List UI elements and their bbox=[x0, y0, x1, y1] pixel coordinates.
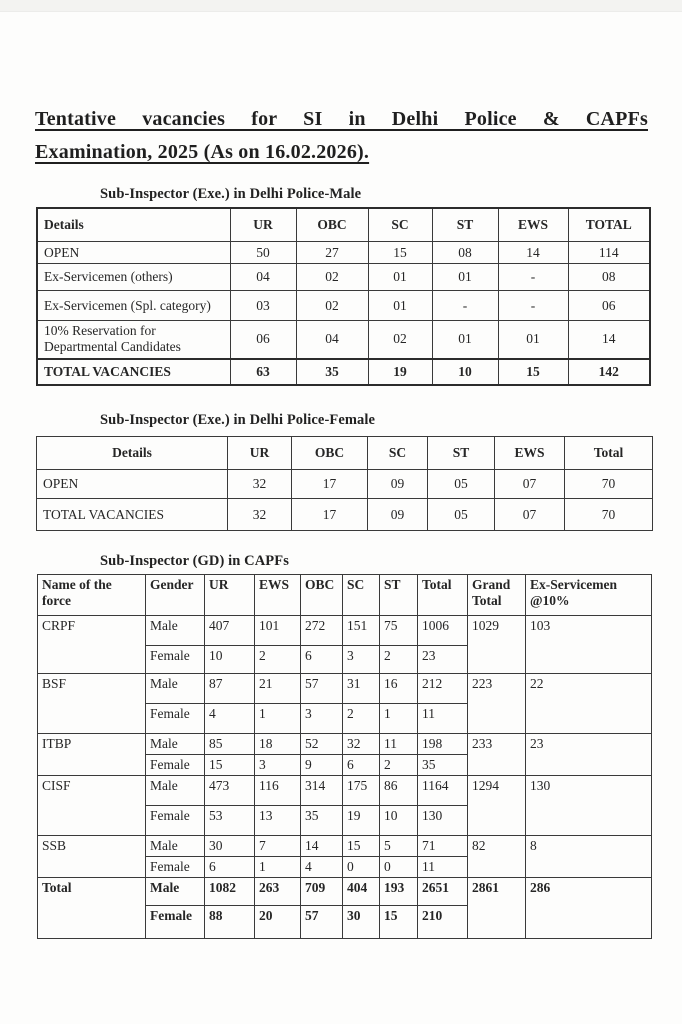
vacancy-cell: 1 bbox=[380, 704, 418, 734]
vacancy-cell: 19 bbox=[343, 806, 380, 836]
vacancy-cell: 130 bbox=[418, 806, 468, 836]
vacancy-cell: 87 bbox=[205, 674, 255, 704]
vacancy-cell: 9 bbox=[301, 755, 343, 776]
force-name-cell: SSB bbox=[38, 836, 146, 878]
vacancy-cell: 09 bbox=[368, 470, 428, 499]
gender-cell: Female bbox=[146, 857, 205, 878]
grand-total-cell: 1029 bbox=[468, 616, 526, 674]
vacancy-cell: 1006 bbox=[418, 616, 468, 646]
vacancy-cell: 10 bbox=[432, 359, 498, 385]
gender-cell: Female bbox=[146, 755, 205, 776]
vacancy-cell: 15 bbox=[205, 755, 255, 776]
vacancy-cell: 07 bbox=[495, 470, 565, 499]
vacancy-cell: 709 bbox=[301, 878, 343, 906]
grand-total-cell: 2861 bbox=[468, 878, 526, 939]
table1-heading: Sub-Inspector (Exe.) in Delhi Police-Male bbox=[100, 186, 362, 202]
column-header-st: ST bbox=[432, 208, 498, 242]
vacancy-cell: 18 bbox=[255, 734, 301, 755]
column-header-obc: OBC bbox=[296, 208, 368, 242]
force-name-cell: ITBP bbox=[38, 734, 146, 776]
vacancy-cell: 1 bbox=[255, 857, 301, 878]
vacancy-cell: 04 bbox=[230, 264, 296, 291]
vacancy-cell: 30 bbox=[205, 836, 255, 857]
table3-heading: Sub-Inspector (GD) in CAPFs bbox=[100, 553, 289, 569]
vacancy-cell: 01 bbox=[498, 321, 568, 359]
vacancy-cell: 473 bbox=[205, 776, 255, 806]
table-row-bsf-male bbox=[38, 674, 652, 704]
vacancy-cell: 101 bbox=[255, 616, 301, 646]
grand-total-cell: 233 bbox=[468, 734, 526, 776]
gender-cell: Male bbox=[146, 836, 205, 857]
vacancy-cell: 23 bbox=[418, 646, 468, 674]
vacancy-cell: - bbox=[432, 291, 498, 321]
table-header-row bbox=[37, 437, 653, 470]
vacancy-cell: 14 bbox=[498, 242, 568, 264]
column-header-total: Total bbox=[418, 575, 468, 616]
vacancy-cell: 4 bbox=[205, 704, 255, 734]
column-header-total: TOTAL bbox=[568, 208, 650, 242]
column-header-sc: SC bbox=[343, 575, 380, 616]
table-row-open bbox=[37, 242, 650, 264]
table-row-exservicemen-others bbox=[37, 264, 650, 291]
vacancy-cell: 08 bbox=[432, 242, 498, 264]
vacancy-cell: 01 bbox=[432, 264, 498, 291]
row-label: 10% Reservation for Departmental Candidates bbox=[37, 321, 230, 359]
vacancy-cell: 63 bbox=[230, 359, 296, 385]
table-row-total-vacancies bbox=[37, 499, 653, 531]
gender-cell: Female bbox=[146, 646, 205, 674]
vacancy-cell: 01 bbox=[432, 321, 498, 359]
vacancy-cell: 09 bbox=[368, 499, 428, 531]
vacancy-cell: 86 bbox=[380, 776, 418, 806]
vacancy-cell: 11 bbox=[418, 857, 468, 878]
vacancy-cell: 15 bbox=[380, 906, 418, 939]
vacancy-cell: 3 bbox=[255, 755, 301, 776]
vacancy-cell: 32 bbox=[343, 734, 380, 755]
vacancy-cell: 6 bbox=[301, 646, 343, 674]
vacancy-cell: 07 bbox=[495, 499, 565, 531]
table-row-itbp-male bbox=[38, 734, 652, 755]
vacancy-cell: 21 bbox=[255, 674, 301, 704]
exservicemen-cell: 8 bbox=[526, 836, 652, 878]
vacancy-cell: 15 bbox=[343, 836, 380, 857]
gender-cell: Male bbox=[146, 734, 205, 755]
exservicemen-cell: 23 bbox=[526, 734, 652, 776]
exservicemen-cell: 130 bbox=[526, 776, 652, 836]
exservicemen-cell: 103 bbox=[526, 616, 652, 674]
vacancy-cell: - bbox=[498, 291, 568, 321]
vacancy-cell: 02 bbox=[296, 264, 368, 291]
vacancy-cell: 71 bbox=[418, 836, 468, 857]
vacancy-cell: 17 bbox=[292, 499, 368, 531]
vacancy-cell: 4 bbox=[301, 857, 343, 878]
vacancy-cell: 14 bbox=[568, 321, 650, 359]
vacancy-cell: 35 bbox=[301, 806, 343, 836]
gender-cell: Female bbox=[146, 906, 205, 939]
vacancy-cell: 50 bbox=[230, 242, 296, 264]
vacancy-cell: 10 bbox=[205, 646, 255, 674]
row-label: Ex-Servicemen (Spl. category) bbox=[37, 291, 230, 321]
vacancy-cell: 15 bbox=[368, 242, 432, 264]
delhi-police-female-table bbox=[36, 436, 653, 531]
vacancy-cell: 0 bbox=[380, 857, 418, 878]
vacancy-cell: 2 bbox=[255, 646, 301, 674]
vacancy-cell: 2651 bbox=[418, 878, 468, 906]
vacancy-cell: 210 bbox=[418, 906, 468, 939]
gender-cell: Male bbox=[146, 776, 205, 806]
force-name-cell: CRPF bbox=[38, 616, 146, 674]
vacancy-cell: 17 bbox=[292, 470, 368, 499]
vacancy-cell: 20 bbox=[255, 906, 301, 939]
vacancy-cell: 407 bbox=[205, 616, 255, 646]
vacancy-cell: 116 bbox=[255, 776, 301, 806]
column-header-details: Details bbox=[37, 437, 228, 470]
vacancy-cell: 2 bbox=[343, 704, 380, 734]
vacancy-cell: 3 bbox=[343, 646, 380, 674]
column-header-ews: EWS bbox=[495, 437, 565, 470]
table-row-cisf-male bbox=[38, 776, 652, 806]
vacancy-cell: 32 bbox=[228, 470, 292, 499]
vacancy-cell: 06 bbox=[568, 291, 650, 321]
vacancy-cell: 13 bbox=[255, 806, 301, 836]
gender-cell: Male bbox=[146, 616, 205, 646]
column-header-ur: UR bbox=[230, 208, 296, 242]
vacancy-cell: 35 bbox=[296, 359, 368, 385]
vacancy-cell: 11 bbox=[418, 704, 468, 734]
vacancy-cell: 198 bbox=[418, 734, 468, 755]
vacancy-cell: 02 bbox=[368, 321, 432, 359]
vacancy-cell: 70 bbox=[565, 499, 653, 531]
vacancy-cell: 10 bbox=[380, 806, 418, 836]
vacancy-cell: 2 bbox=[380, 755, 418, 776]
document-title-line1: Tentative vacancies for SI in Delhi Police & CAPFs bbox=[35, 108, 648, 130]
vacancy-cell: 03 bbox=[230, 291, 296, 321]
table-row-ssb-male bbox=[38, 836, 652, 857]
vacancy-cell: 01 bbox=[368, 264, 432, 291]
grand-total-cell: 1294 bbox=[468, 776, 526, 836]
vacancy-cell: 212 bbox=[418, 674, 468, 704]
exservicemen-cell: 286 bbox=[526, 878, 652, 939]
vacancy-cell: 85 bbox=[205, 734, 255, 755]
column-header-sc: SC bbox=[368, 208, 432, 242]
vacancy-cell: 1164 bbox=[418, 776, 468, 806]
vacancy-cell: 7 bbox=[255, 836, 301, 857]
column-header-total: Total bbox=[565, 437, 653, 470]
row-label: OPEN bbox=[37, 242, 230, 264]
column-header-st: ST bbox=[428, 437, 495, 470]
column-header-force: Name of the force bbox=[38, 575, 146, 616]
vacancy-cell: 175 bbox=[343, 776, 380, 806]
vacancy-cell: 272 bbox=[301, 616, 343, 646]
column-header-ews: EWS bbox=[498, 208, 568, 242]
vacancy-cell: 1082 bbox=[205, 878, 255, 906]
vacancy-cell: 193 bbox=[380, 878, 418, 906]
row-label: Ex-Servicemen (others) bbox=[37, 264, 230, 291]
document-title-line2: Examination, 2025 (As on 16.02.2026). bbox=[35, 141, 370, 163]
vacancy-cell: 3 bbox=[301, 704, 343, 734]
vacancy-cell: 263 bbox=[255, 878, 301, 906]
vacancy-cell: - bbox=[498, 264, 568, 291]
vacancy-cell: 6 bbox=[343, 755, 380, 776]
column-header-gender: Gender bbox=[146, 575, 205, 616]
vacancy-cell: 151 bbox=[343, 616, 380, 646]
table-row-exservicemen-spl bbox=[37, 291, 650, 321]
table-header-row bbox=[38, 575, 652, 616]
column-header-obc: OBC bbox=[301, 575, 343, 616]
gender-cell: Male bbox=[146, 674, 205, 704]
vacancy-cell: 05 bbox=[428, 499, 495, 531]
vacancy-cell: 08 bbox=[568, 264, 650, 291]
table-header-row bbox=[37, 208, 650, 242]
vacancy-cell: 5 bbox=[380, 836, 418, 857]
vacancy-cell: 14 bbox=[301, 836, 343, 857]
vacancy-cell: 88 bbox=[205, 906, 255, 939]
vacancy-cell: 142 bbox=[568, 359, 650, 385]
grand-total-cell: 82 bbox=[468, 836, 526, 878]
row-label: TOTAL VACANCIES bbox=[37, 359, 230, 385]
scan-edge-strip bbox=[0, 0, 682, 12]
vacancy-cell: 114 bbox=[568, 242, 650, 264]
vacancy-cell: 04 bbox=[296, 321, 368, 359]
vacancy-cell: 0 bbox=[343, 857, 380, 878]
table-row-total-male bbox=[38, 878, 652, 906]
vacancy-cell: 32 bbox=[228, 499, 292, 531]
column-header-ur: UR bbox=[228, 437, 292, 470]
gender-cell: Female bbox=[146, 704, 205, 734]
vacancy-cell: 02 bbox=[296, 291, 368, 321]
vacancy-cell: 1 bbox=[255, 704, 301, 734]
vacancy-cell: 19 bbox=[368, 359, 432, 385]
vacancy-cell: 404 bbox=[343, 878, 380, 906]
vacancy-cell: 52 bbox=[301, 734, 343, 755]
vacancy-cell: 27 bbox=[296, 242, 368, 264]
vacancy-cell: 01 bbox=[368, 291, 432, 321]
table-row-departmental bbox=[37, 321, 650, 359]
column-header-grand-total: Grand Total bbox=[468, 575, 526, 616]
vacancy-cell: 11 bbox=[380, 734, 418, 755]
column-header-ur: UR bbox=[205, 575, 255, 616]
table2-heading: Sub-Inspector (Exe.) in Delhi Police-Female bbox=[100, 412, 376, 428]
vacancy-cell: 15 bbox=[498, 359, 568, 385]
force-name-cell: Total bbox=[38, 878, 146, 939]
gender-cell: Male bbox=[146, 878, 205, 906]
column-header-exservicemen: Ex-Servicemen @10% bbox=[526, 575, 652, 616]
grand-total-cell: 223 bbox=[468, 674, 526, 734]
vacancy-cell: 06 bbox=[230, 321, 296, 359]
vacancy-cell: 2 bbox=[380, 646, 418, 674]
vacancy-cell: 6 bbox=[205, 857, 255, 878]
force-name-cell: BSF bbox=[38, 674, 146, 734]
table-row-crpf-male bbox=[38, 616, 652, 646]
vacancy-cell: 314 bbox=[301, 776, 343, 806]
document-title bbox=[35, 103, 648, 169]
column-header-obc: OBC bbox=[292, 437, 368, 470]
force-name-cell: CISF bbox=[38, 776, 146, 836]
capf-gd-table bbox=[37, 574, 652, 939]
vacancy-cell: 31 bbox=[343, 674, 380, 704]
row-label: OPEN bbox=[37, 470, 228, 499]
column-header-st: ST bbox=[380, 575, 418, 616]
column-header-ews: EWS bbox=[255, 575, 301, 616]
vacancy-cell: 30 bbox=[343, 906, 380, 939]
vacancy-cell: 05 bbox=[428, 470, 495, 499]
column-header-details: Details bbox=[37, 208, 230, 242]
vacancy-cell: 70 bbox=[565, 470, 653, 499]
vacancy-cell: 57 bbox=[301, 674, 343, 704]
table-row-total-vacancies bbox=[37, 359, 650, 385]
column-header-sc: SC bbox=[368, 437, 428, 470]
vacancy-cell: 75 bbox=[380, 616, 418, 646]
delhi-police-male-table bbox=[36, 207, 651, 386]
gender-cell: Female bbox=[146, 806, 205, 836]
vacancy-cell: 57 bbox=[301, 906, 343, 939]
row-label: TOTAL VACANCIES bbox=[37, 499, 228, 531]
vacancy-cell: 16 bbox=[380, 674, 418, 704]
exservicemen-cell: 22 bbox=[526, 674, 652, 734]
table-row-open bbox=[37, 470, 653, 499]
vacancy-cell: 53 bbox=[205, 806, 255, 836]
vacancy-cell: 35 bbox=[418, 755, 468, 776]
